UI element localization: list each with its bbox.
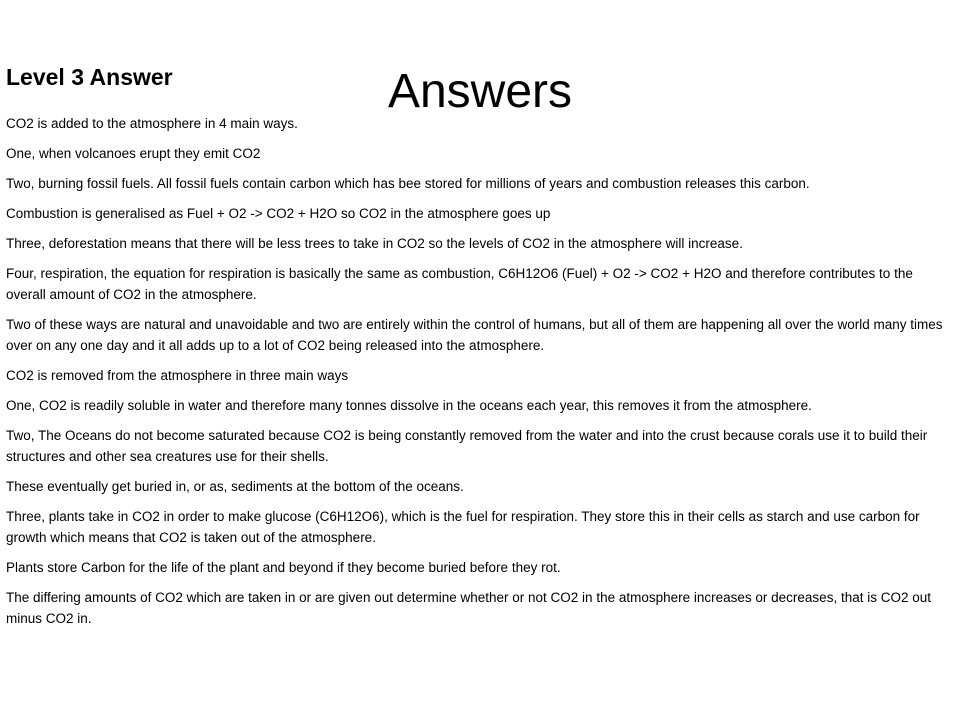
paragraph: CO2 is added to the atmosphere in 4 main ways. (6, 116, 298, 131)
paragraph: Two, burning fossil fuels. All fossil fuels contain carbon which has bee stored for millions of years and combustion releases this carbon. (6, 176, 810, 191)
paragraph: Four, respiration, the equation for respiration is basically the same as combustion, C6H12O6 (Fuel) + O2 -> CO2 + H2O and therefore contributes to the overall amount of CO2 in the atmosphere. (6, 266, 913, 302)
paragraph: Two, The Oceans do not become saturated because CO2 is being constantly removed from the water and into the crust because corals use it to build their structures and other sea creatures use for their shells. (6, 428, 928, 464)
paragraph: Three, deforestation means that there will be less trees to take in CO2 so the levels of CO2 in the atmosphere will increase. (6, 236, 743, 251)
paragraph: Plants store Carbon for the life of the plant and beyond if they become buried before they rot. (6, 560, 561, 575)
paragraph: The differing amounts of CO2 which are taken in or are given out determine whether or not CO2 in the atmosphere increases or decreases, that is CO2 out minus CO2 in. (6, 590, 931, 626)
level-heading: Level 3 Answer (6, 64, 173, 90)
paragraph: One, when volcanoes erupt they emit CO2 (6, 146, 261, 161)
paragraph: Combustion is generalised as Fuel + O2 -> CO2 + H2O so CO2 in the atmosphere goes up (6, 206, 551, 221)
slide-title: Answers (387, 65, 573, 118)
answer-body (6, 113, 946, 638)
paragraph: One, CO2 is readily soluble in water and therefore many tonnes dissolve in the oceans each year, this removes it from the atmosphere. (6, 398, 812, 413)
paragraph: Three, plants take in CO2 in order to make glucose (C6H12O6), which is the fuel for respiration. They store this in their cells as starch and use carbon for growth which means that CO2 is taken out of the atmosphere. (6, 509, 920, 545)
paragraph: These eventually get buried in, or as, sediments at the bottom of the oceans. (6, 479, 464, 494)
paragraph: Two of these ways are natural and unavoidable and two are entirely within the control of humans, but all of them are happening all over the world many times over on any one day and it all adds up to a lot of CO2 being released into the atmosphere. (6, 317, 943, 353)
paragraph: CO2 is removed from the atmosphere in three main ways (6, 368, 349, 383)
